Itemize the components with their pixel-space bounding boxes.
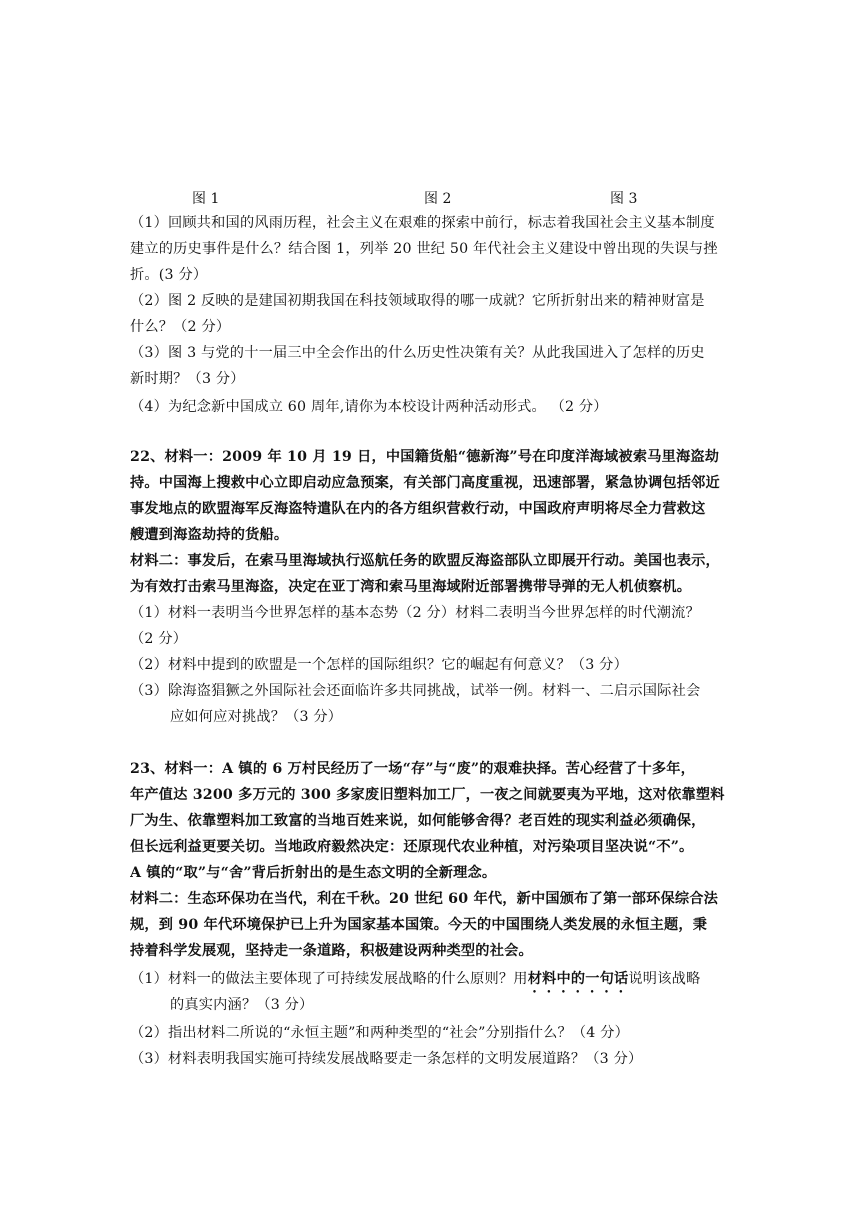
q21-line: （1）回顾共和国的风雨历程，社会主义在艰难的探索中前行，标志着我国社会主义基本制度 [130,215,715,231]
q23-material-line: 但长远利益更要关切。当地政府毅然决定：还原现代农业种植，对污染项目坚决说“不”。 [130,839,694,855]
q22-question-line: （2 分） [130,631,188,647]
q21-line: 折。(3 分） [130,267,208,283]
q23-material-line: 规，到 90 年代环境保护已上升为国家基本国策。今天的中国围绕人类发展的永恒主题，秉 [130,917,708,933]
q23-q1-emphasis: 材料中的一句话 [527,971,629,987]
q23-material-line: 年产值达 3200 多万元的 300 多家废旧塑料加工厂，一夜之间就要夷为平地，这对依靠塑料 [130,787,725,803]
q22-question-line: （3）除海盗猖獗之外国际社会还面临许多共同挑战，试举一例。材料一、二启示国际社会 [130,683,701,699]
q23-material-line: 23、材料一：A 镇的 6 万村民经历了一场“存”与“废”的艰难抉择。苦心经营了十多年， [130,761,696,777]
q21-line: （4）为纪念新中国成立 60 周年,请你为本校设计两种活动形式。 （2 分） [130,399,608,415]
figure-3-caption: 图 3 [610,191,638,207]
q21-line: （3）图 3 与党的十一届三中全会作出的什么历史性决策有关？从此我国进入了怎样的历史 [130,345,705,361]
figure-captions [0,188,860,210]
q21-line: 新时期？（3 分） [130,371,245,387]
q22-question-line: （2）材料中提到的欧盟是一个怎样的国际组织？它的崛起有何意义？（3 分） [130,657,628,673]
figure-1-caption: 图 1 [192,191,220,207]
q22-question-line: （1）材料一表明当今世界怎样的基本态势（2 分）材料二表明当今世界怎样的时代潮流？ [130,605,700,621]
q23-question-1-cont: 的真实内涵？（3 分） [170,997,314,1013]
q21-line: （2）图 2 反映的是建国初期我国在科技领域取得的哪一成就？它所折射出来的精神财富是 [130,293,705,309]
q23-q1-suffix: 说明该战略 [628,971,701,987]
q21-line: 什么？（2 分） [130,319,231,335]
q22-question-line: 应如何应对挑战？（3 分） [170,709,343,725]
q22-material-line: 22、材料一：2009 年 10 月 19 日，中国籍货船“德新海”号在印度洋海域被索马里海盗劫 [130,449,720,465]
q21-line: 建立的历史事件是什么？结合图 1，列举 20 世纪 50 年代社会主义建设中曾出现的失误与挫 [130,241,718,257]
q22-material-line: 为有效打击索马里海盗，决定在亚丁湾和索马里海域附近部署携带导弹的无人机侦察机。 [130,579,692,595]
q23-material-line: 材料二：生态环保功在当代，利在千秋。20 世纪 60 年代，新中国颁布了第一部环保综合法 [130,891,719,907]
q22-material-line: 艘遭到海盗劫持的货船。 [130,527,289,543]
figure-2-caption: 图 2 [424,191,452,207]
q22-material-line: 材料二：事发后，在索马里海域执行巡航任务的欧盟反海盗部队立即展开行动。美国也表示， [130,553,720,569]
q23-material-line: 持着科学发展观，坚持走一条道路，积极建设两种类型的社会。 [130,943,533,959]
q22-material-line: 持。中国海上搜救中心立即启动应急预案，有关部门高度重视，迅速部署，紧急协调包括邻近 [130,475,720,491]
q23-question-3: （3）材料表明我国实施可持续发展战略要走一条怎样的文明发展道路？（3 分） [130,1051,643,1067]
q23-material-line: A 镇的“取”与“舍”背后折射出的是生态文明的全新理念。 [130,865,497,881]
q23-question-2: （2）指出材料二所说的“永恒主题”和两种类型的“社会”分别指什么？（4 分） [130,1025,629,1041]
q23-q1-prefix: （1）材料一的做法主要体现了可持续发展战略的什么原则？用 [130,971,528,987]
q23-material-line: 厂为生、依靠塑料加工致富的当地百姓来说，如何能够舍得？老百姓的现实利益必须确保， [130,813,706,829]
q22-material-line: 事发地点的欧盟海军反海盗特遣队在内的各方组织营救行动，中国政府声明将尽全力营救这 [130,501,706,517]
